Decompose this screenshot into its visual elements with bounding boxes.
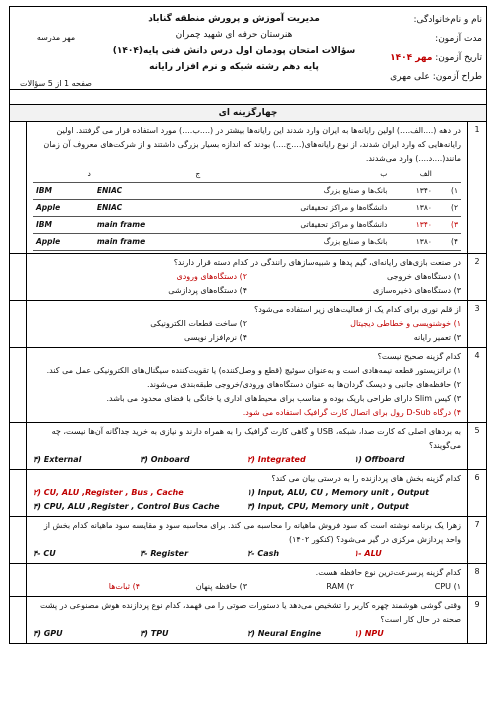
- question-text: کدام گزینه پرسرعت‌ترین نوع حافظه هست.: [315, 568, 461, 577]
- question-7: [10, 517, 486, 564]
- school-line: هنرستان حرفه ای شهید چمران: [175, 30, 293, 40]
- stamp-block: [10, 7, 102, 89]
- designer-value: علی مهری: [390, 72, 430, 82]
- table-cell: ۱۳۴۰: [390, 183, 435, 200]
- table-cell: دانشگاه‌ها و مراکز تحقیقاتی: [203, 200, 390, 217]
- stamp-label: مهر مدرسه: [36, 33, 76, 42]
- question-number: 6: [467, 470, 486, 516]
- table-cell: IBM: [33, 217, 94, 234]
- table-cell: ۱۳۸۰: [390, 200, 435, 217]
- option[interactable]: ۲) Neural Engine: [247, 629, 322, 638]
- score-cell: [10, 564, 27, 596]
- org-line: مدیریت آموزش و پرورش منطقه گناباد: [148, 14, 320, 24]
- student-info: [366, 7, 486, 89]
- question-text: وقتی گوشی هوشمند چهره کاربر را تشخیص می‌دهد یا دستورات صوتی را می فهمد، کدام نوع پردازنده هوش مصنوعی در پشت صحنه در حال کار است؟: [39, 601, 461, 624]
- question-text: در صنعت بازی‌های رایانه‌ای، گیم پدها و شبیه‌سازهای رانندگی در کدام دسته قرار دارند؟: [173, 258, 461, 267]
- question-number: 5: [467, 423, 486, 469]
- option-list: [33, 547, 461, 561]
- question-text: به بردهای اصلی که کارت صدا، شبکه، USB و گاهی کارت گرافیک را به همراه دارند و نیازی به خرید جداگانه آن‌ها نیست، چه می‌گویند؟: [51, 427, 461, 450]
- option[interactable]: ۳) دستگاه‌های ذخیره‌سازی: [373, 286, 461, 295]
- option-list: [33, 453, 461, 467]
- option[interactable]: ۱) NPU: [354, 629, 384, 638]
- table-cell: ۱۳۸۰: [390, 234, 435, 251]
- question-9: [10, 597, 486, 643]
- table-row[interactable]: [33, 217, 461, 234]
- score-cell: [10, 301, 27, 347]
- date-label: تاریخ آزمون:: [435, 53, 482, 63]
- exam-page: [9, 6, 487, 644]
- table-head-cell: ج: [94, 166, 203, 183]
- option[interactable]: ۴) دستگاه‌های پردازشی: [168, 286, 247, 295]
- option[interactable]: ۳) Input, CPU, Memory unit , Output: [247, 502, 409, 511]
- question-number: 3: [467, 301, 486, 347]
- designer-row: [370, 68, 482, 87]
- table-row[interactable]: [33, 200, 461, 217]
- question-2: [10, 254, 486, 301]
- question-5: [10, 423, 486, 470]
- duration-label: مدت آزمون:: [435, 34, 482, 44]
- table-row[interactable]: [33, 183, 461, 200]
- question-text: از قلم نوری برای کدام یک از فعالیت‌های زیر استفاده می‌شود؟: [253, 305, 461, 314]
- option[interactable]: ۴) CPU, ALU ,Register , Control Bus Cache: [33, 502, 220, 511]
- question-text: زهرا یک برنامه نوشته است که سود فروش ماهیانه را محاسبه می کند. برای محاسبه سود و مقایسه سود ماهیانه کدام بخش از واحد پردازش مرکزی در گیر می‌شود؟ (کنکور ۱۴۰۲): [43, 521, 461, 544]
- option[interactable]: ۴) External: [33, 455, 82, 464]
- date-value: مهر ۱۴۰۴: [390, 53, 433, 63]
- exam-title-block: [102, 7, 366, 89]
- option[interactable]: ۱) CPU: [434, 582, 461, 591]
- question-number: 1: [467, 122, 486, 253]
- table-cell: بانک‌ها و صنایع بزرگ: [203, 183, 390, 200]
- option[interactable]: ۱- ALU: [354, 549, 382, 558]
- answer-table: [33, 166, 461, 251]
- table-cell: ۳): [435, 217, 461, 234]
- table-head-cell: الف: [390, 166, 435, 183]
- option[interactable]: ۴) ثبات‌ها: [108, 582, 140, 591]
- question-number: 7: [467, 517, 486, 563]
- question-number: 8: [467, 564, 486, 596]
- score-cell: [10, 470, 27, 516]
- table-cell: بانک‌ها و صنایع بزرگ: [203, 234, 390, 251]
- option[interactable]: ۳) TPU: [140, 629, 169, 638]
- option[interactable]: ۳) Onboard: [140, 455, 190, 464]
- table-cell: ۱): [435, 183, 461, 200]
- option[interactable]: ۴- CU: [33, 549, 56, 558]
- option-list: [33, 627, 461, 641]
- table-cell: Apple: [33, 234, 94, 251]
- question-number: 4: [467, 348, 486, 422]
- table-header: [33, 166, 461, 183]
- table-cell: IBM: [33, 183, 94, 200]
- option[interactable]: ۲- Cash: [247, 549, 280, 558]
- question-number: 9: [467, 597, 486, 643]
- score-cell: [10, 254, 27, 300]
- option[interactable]: ۴) نرم‌افزار نویسی: [183, 333, 247, 342]
- option[interactable]: ۳) کیس Slim دارای طراحی باریک بوده و مناسب برای محیط‌های اداری یا خانگی با فضای محدود می باشد.: [106, 394, 461, 403]
- score-cell: [10, 348, 27, 422]
- option[interactable]: ۲) حافظه‌های جانبی و دیسک گردان‌ها به عنوان دستگاه‌های ورودی/خروجی طبقه‌بندی می‌شوند.: [146, 380, 461, 389]
- option[interactable]: ۳) حافظه پنهان: [195, 582, 247, 591]
- section-title: چهارگزینه ای: [10, 105, 486, 122]
- question-4: [10, 348, 486, 423]
- exam-header: [10, 7, 486, 90]
- table-cell: ENIAC: [94, 200, 203, 217]
- option[interactable]: ۴) GPU: [33, 629, 63, 638]
- date-row: [370, 49, 482, 68]
- option-list: [33, 580, 461, 594]
- designer-label: طراح آزمون:: [432, 72, 482, 82]
- option[interactable]: ۲) CU, ALU ,Register , Bus , Cache: [33, 488, 184, 497]
- option[interactable]: ۲) ساخت قطعات الکترونیکی: [150, 319, 247, 328]
- option[interactable]: ۱) خوشنویسی و خطاطی دیجیتال: [350, 319, 461, 328]
- score-cell: [10, 517, 27, 563]
- option[interactable]: ۲) RAM: [326, 582, 354, 591]
- score-cell: [10, 597, 27, 643]
- score-cell: [10, 423, 27, 469]
- table-cell: main frame: [94, 234, 203, 251]
- exam-line: سؤالات امتحان پودمان اول درس دانش فنی پایه(۱۴۰۴): [112, 46, 356, 56]
- option-list: [33, 317, 461, 345]
- table-head-cell: ب: [203, 166, 390, 183]
- table-cell: دانشگاه‌ها و مراکز تحقیقاتی: [203, 217, 390, 234]
- option[interactable]: ۱) دستگاه‌های خروجی: [387, 272, 461, 281]
- table-cell: ۴): [435, 234, 461, 251]
- option[interactable]: ۳) تعمیر رایانه: [413, 333, 461, 342]
- table-cell: ۱۳۴۰: [390, 217, 435, 234]
- option[interactable]: ۲) دستگاه‌های ورودی: [176, 272, 247, 281]
- table-cell: ENIAC: [94, 183, 203, 200]
- grade-line: پایه دهم رشته شبکه و نرم افزار رایانه: [149, 62, 319, 72]
- option[interactable]: ۳- Register: [140, 549, 189, 558]
- question-8: [10, 564, 486, 597]
- question-number: 2: [467, 254, 486, 300]
- question-text: کدام گزینه بخش های پردازنده را به درستی بیان می کند؟: [271, 474, 461, 483]
- page-info: صفحه 1 از 5 سؤالات: [20, 79, 92, 88]
- table-cell: Apple: [33, 200, 94, 217]
- option[interactable]: ۴) درگاه D-Sub رول برای اتصال کارت گرافیک استفاده می شود.: [242, 408, 461, 417]
- option-list: [33, 486, 461, 514]
- question-3: [10, 301, 486, 348]
- table-row[interactable]: [33, 234, 461, 251]
- question-6: [10, 470, 486, 517]
- option[interactable]: ۱) Input, ALU, CU , Memory unit , Output: [247, 488, 429, 497]
- table-head-cell: د: [33, 166, 94, 183]
- option[interactable]: ۲) Integrated: [247, 455, 306, 464]
- option[interactable]: ۱) Offboard: [354, 455, 405, 464]
- option-list: [33, 270, 461, 298]
- question-text: کدام گزینه صحیح نیست؟: [377, 352, 461, 361]
- table-cell: ۲): [435, 200, 461, 217]
- question-text: در دهه (....الف....) اولین رایانه‌ها به ایران وارد شدند این رایانه‌ها بیشتر در (....ب....) مورد استفاده قرار می گرفتند. اولین رایانه‌هایی که وارد ایران شدند، از نوع رایانه‌های(....ج....) بودند که اندازه بسیار بزرگی داشتند و از شرکت‌های معروف آن زمان مانند(....د....) وارد می‌شدند.: [43, 126, 461, 163]
- score-cell: [10, 122, 27, 253]
- name-label: نام و نام‌خانوادگی:: [413, 15, 482, 25]
- question-1: [10, 122, 486, 254]
- option[interactable]: ۱) ترانزیستور قطعه نیمه‌هادی است و به‌عنوان سوئیچ (قطع و وصل‌کننده) یا تقویت‌کننده سیگنال‌های الکترونیکی عمل می کند.: [46, 366, 461, 375]
- table-cell: main frame: [94, 217, 203, 234]
